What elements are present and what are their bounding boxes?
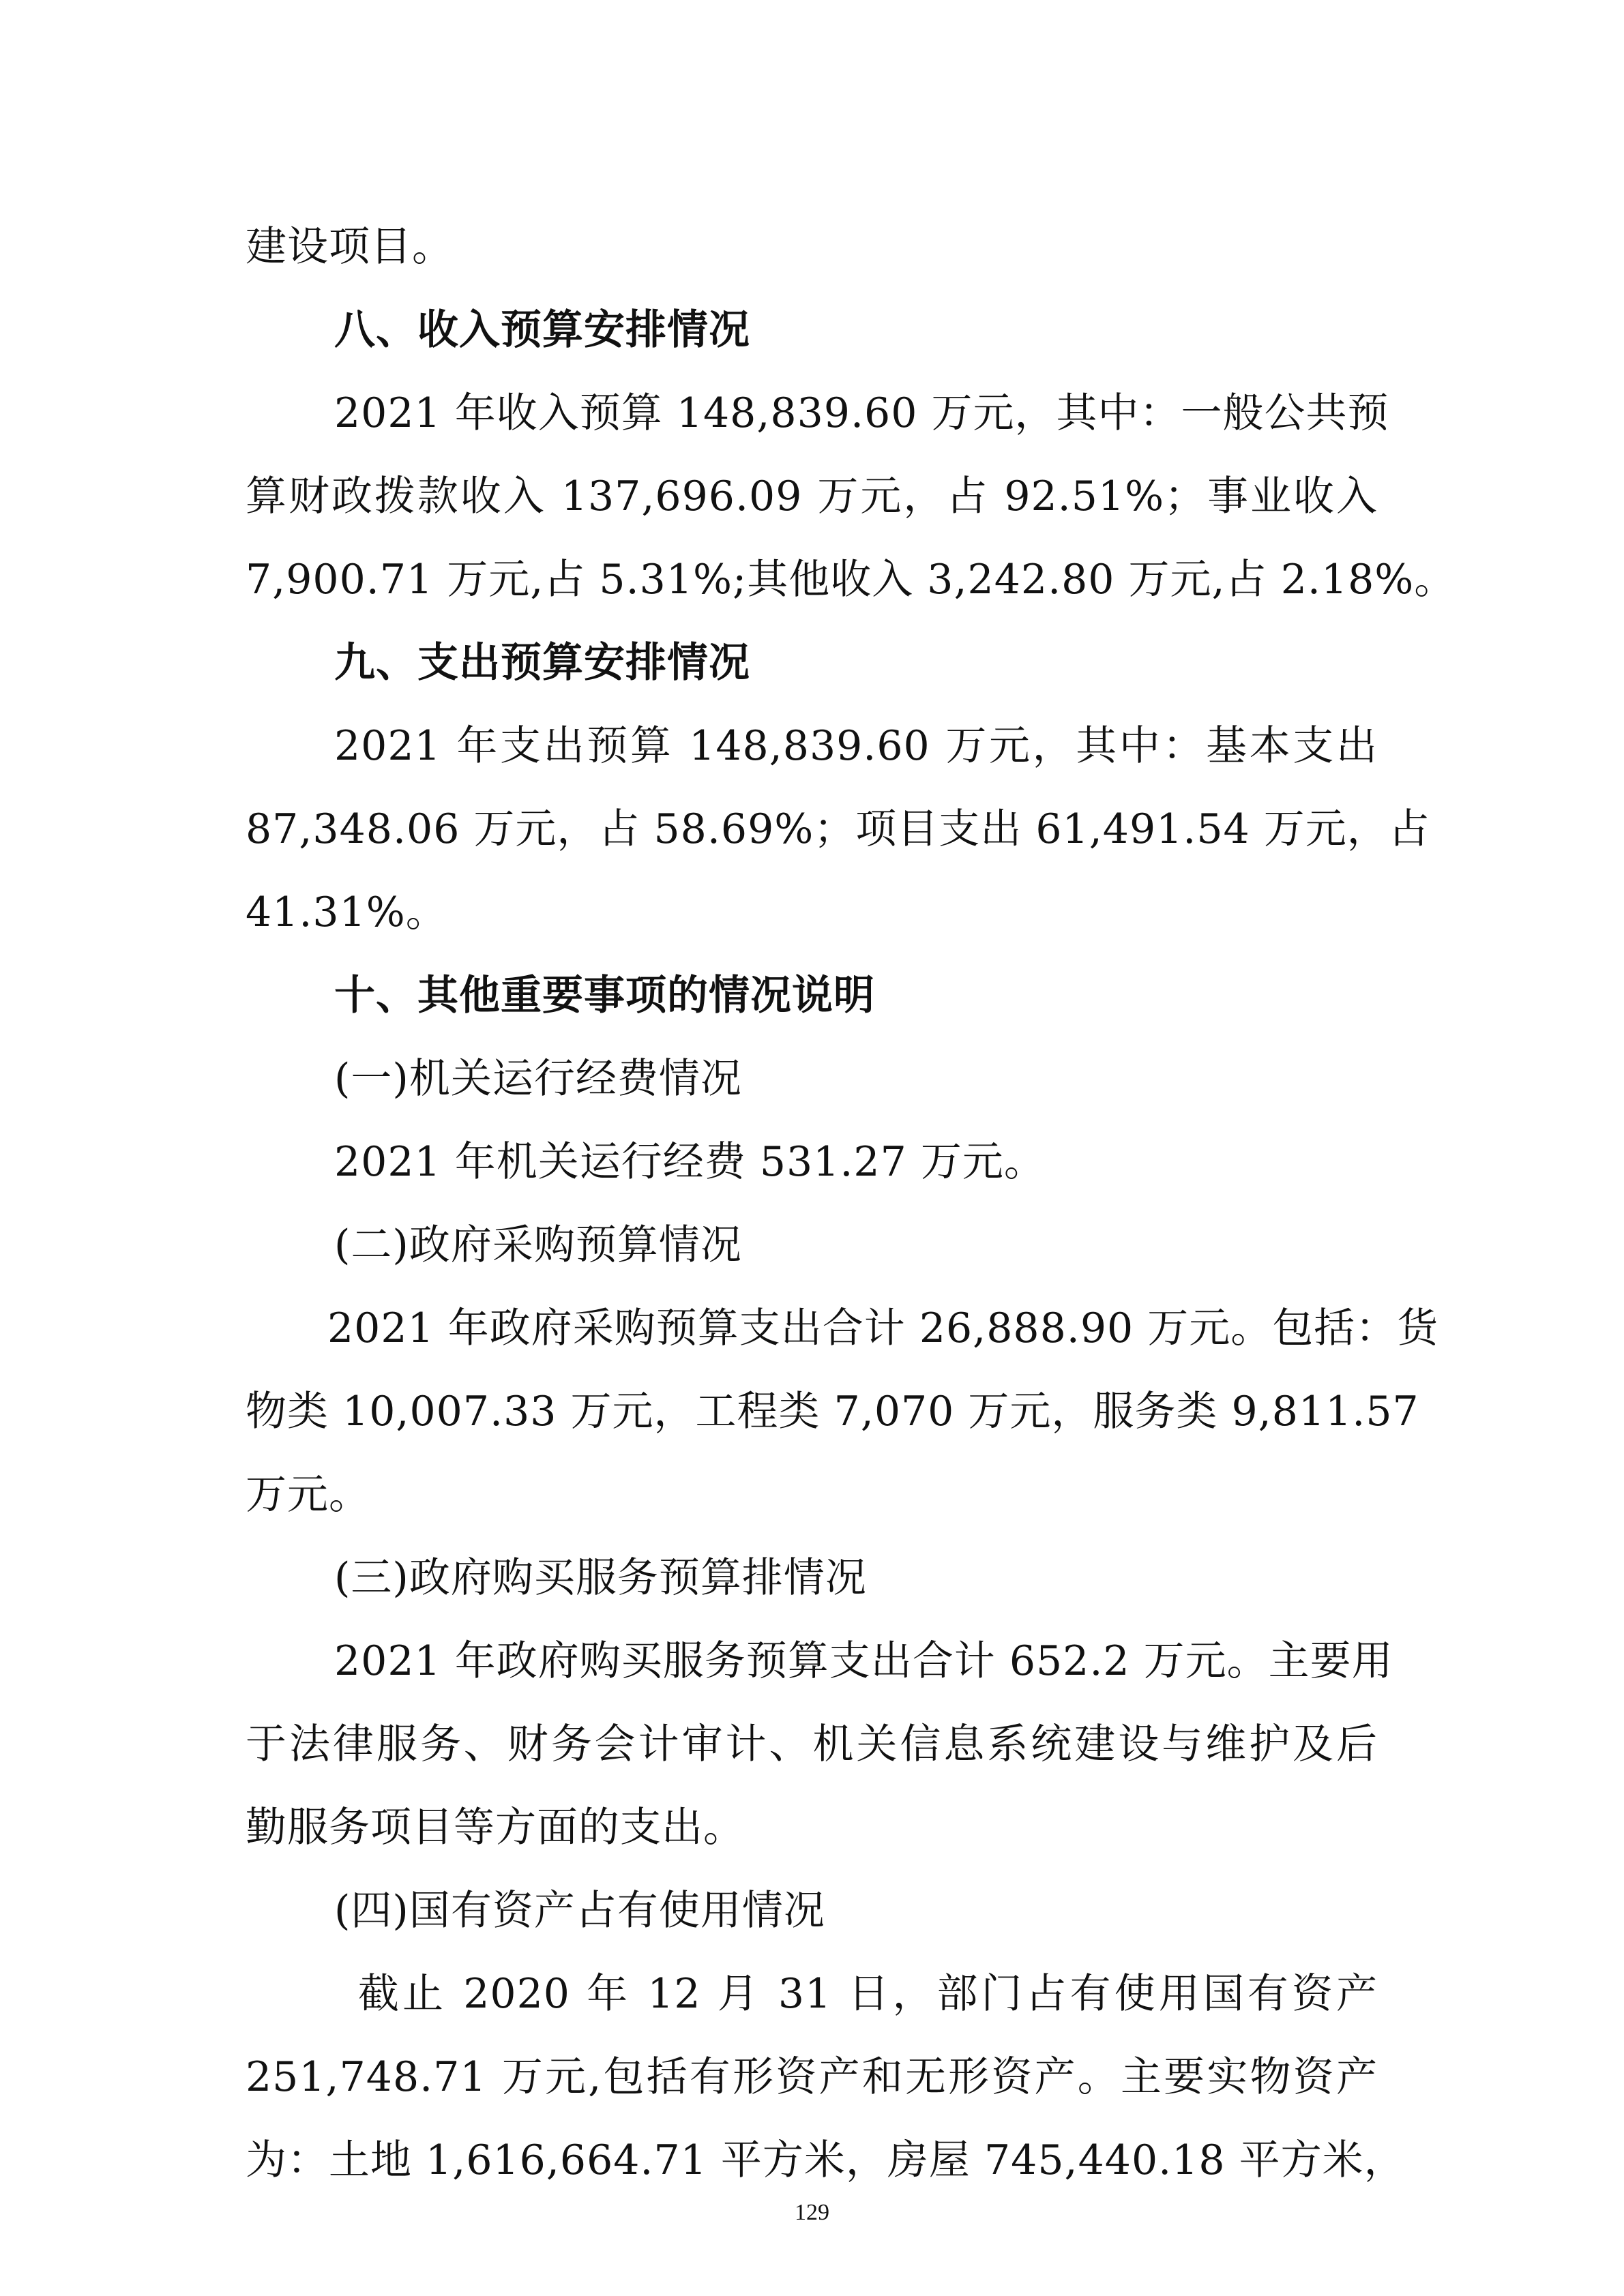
body-line: 87,348.06 万元，占 58.69%；项目支出 61,491.54 万元，占: [246, 805, 1430, 853]
subsection-heading: (二)政府采购预算情况: [334, 1221, 742, 1269]
body-line: 建设项目。: [246, 223, 454, 271]
subsection-heading: (四)国有资产占有使用情况: [334, 1887, 825, 1935]
body-line: 为：土地 1,616,664.71 平方米，房屋 745,440.18 平方米，: [246, 2136, 1406, 2184]
section-heading-expenditure: 九、支出预算安排情况: [334, 639, 750, 687]
body-line: 7,900.71 万元,占 5.31%;其他收入 3,242.80 万元,占 2.18%。: [246, 556, 1456, 603]
body-line: 算财政拨款收入 137,696.09 万元，占 92.51%；事业收入: [246, 473, 1378, 520]
body-line: 2021 年政府采购预算支出合计 26,888.90 万元。包括：货: [327, 1304, 1439, 1352]
section-heading-income: 八、收入预算安排情况: [334, 306, 750, 354]
subsection-heading: (一)机关运行经费情况: [334, 1055, 742, 1103]
body-line: 2021 年收入预算 148,839.60 万元，其中：一般公共预: [334, 389, 1389, 437]
body-line: 勤服务项目等方面的支出。: [246, 1804, 745, 1851]
body-line: 万元。: [246, 1471, 370, 1519]
body-line: 2021 年支出预算 148,839.60 万元，其中：基本支出: [334, 722, 1378, 770]
body-line: 251,748.71 万元,包括有形资产和无形资产。主要实物资产: [246, 2053, 1378, 2101]
section-heading-other: 十、其他重要事项的情况说明: [334, 972, 875, 1019]
body-line: 于法律服务、财务会计审计、机关信息系统建设与维护及后: [246, 1720, 1378, 1768]
body-line: 2021 年政府购买服务预算支出合计 652.2 万元。主要用: [334, 1637, 1393, 1685]
body-line: 物类 10,007.33 万元，工程类 7,070 万元，服务类 9,811.57: [246, 1388, 1419, 1435]
body-line: 41.31%。: [246, 889, 447, 936]
subsection-heading: (三)政府购买服务预算排情况: [334, 1554, 867, 1602]
page-number: 129: [795, 2200, 829, 2225]
body-line: 2021 年机关运行经费 531.27 万元。: [334, 1138, 1046, 1186]
body-line: 截止 2020 年 12 月 31 日，部门占有使用国有资产: [358, 1970, 1378, 2018]
